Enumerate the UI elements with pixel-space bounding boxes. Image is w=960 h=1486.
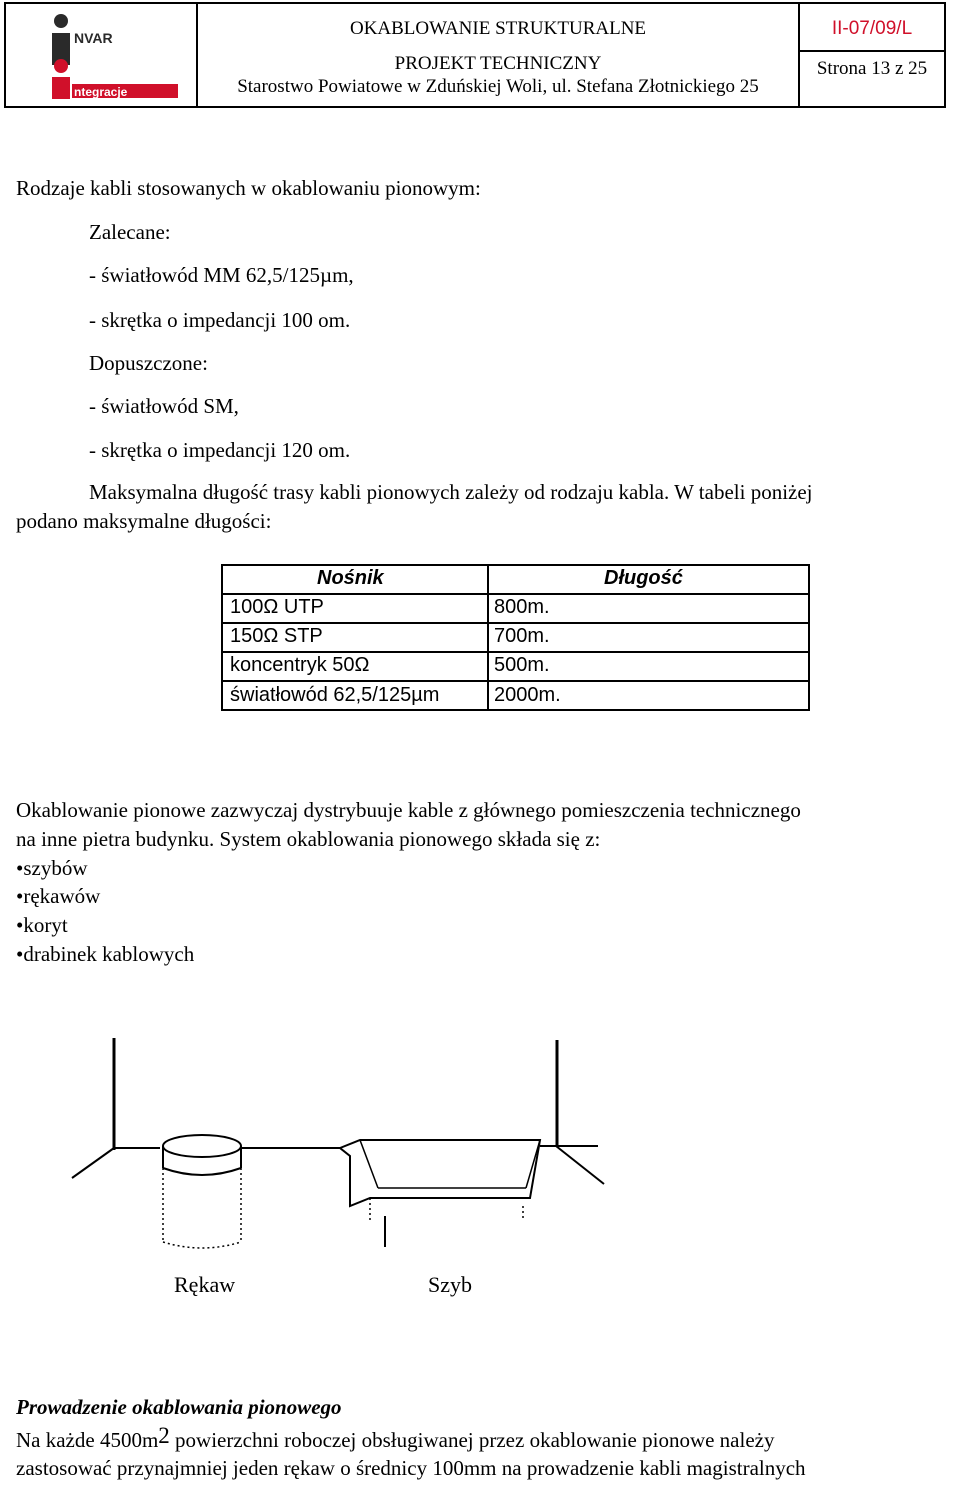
vertical-cabling-para-line2: na inne pietra budynku. System okablowania pionowego składa się z: xyxy=(16,827,601,851)
table-cell-length: 700m. xyxy=(494,625,550,647)
header-title-line2: PROJEKT TECHNICZNY xyxy=(394,53,602,74)
max-length-line1: Maksymalna długość trasy kabli pionowych zależy od rodzaju kabla. W tabeli poniżej xyxy=(89,480,813,504)
allowed-item-2: - skrętka o impedancji 120 om. xyxy=(89,438,351,462)
sleeve-label: Rękaw xyxy=(174,1272,236,1297)
table-header-length: Długość xyxy=(604,567,683,589)
page-header xyxy=(4,2,946,108)
recommended-item-2: - skrętka o impedancji 100 om. xyxy=(89,308,351,332)
component-list-item: •koryt xyxy=(16,913,68,937)
table-cell-medium: 100Ω UTP xyxy=(230,596,324,618)
superscript-2: 2 xyxy=(158,1423,170,1448)
final-paragraph-line2: zastosować przynajmniej jeden rękaw o średnicy 100mm na prowadzenie kabli magistralnych xyxy=(16,1456,806,1480)
table-row-divider xyxy=(223,622,808,624)
final-line1-part-b: powierzchni roboczej obsługiwanej przez okablowanie pionowe należy xyxy=(169,1428,775,1452)
table-row-divider xyxy=(223,651,808,653)
section-heading: Prowadzenie okablowania pionowego xyxy=(16,1395,342,1419)
table-cell-medium: światłowód 62,5/125µm xyxy=(230,684,440,706)
table-cell-length: 2000m. xyxy=(494,684,561,706)
floor-line xyxy=(556,1146,604,1184)
table-column-divider xyxy=(487,566,489,709)
component-list-item: •drabinek kablowych xyxy=(16,942,195,966)
component-list-item: •rękawów xyxy=(16,884,101,908)
header-meta-cell xyxy=(800,4,944,106)
logo-brand-bottom: ntegracje xyxy=(74,85,128,99)
allowed-label: Dopuszczone: xyxy=(89,351,208,375)
final-paragraph-line1 xyxy=(16,1423,775,1453)
invar-integracje-logo xyxy=(6,4,196,106)
shaft-opening xyxy=(340,1140,540,1220)
table-header-medium: Nośnik xyxy=(317,567,384,589)
recommended-item-1: - światłowód MM 62,5/125µm, xyxy=(89,263,354,287)
component-list-item: •szybów xyxy=(16,856,88,880)
table-cell-medium: 150Ω STP xyxy=(230,625,323,647)
table-row-divider xyxy=(223,680,808,682)
header-address: Starostwo Powiatowe w Zduńskiej Woli, ul. Stefana Złotnickiego 25 xyxy=(237,76,759,97)
document-code: II-07/09/L xyxy=(831,18,913,39)
cable-length-table xyxy=(221,564,810,711)
vertical-cabling-para-line1: Okablowanie pionowe zazwyczaj dystrybuuje kable z głównego pomieszczenia technicznego xyxy=(16,798,801,822)
sleeve-cylinder xyxy=(163,1135,241,1248)
header-divider xyxy=(800,50,944,52)
final-line1-part-a: Na każde 4500m xyxy=(16,1428,159,1452)
header-title-line1: OKABLOWANIE STRUKTURALNE xyxy=(349,18,647,39)
table-cell-length: 800m. xyxy=(494,596,550,618)
table-row-divider xyxy=(223,593,808,595)
logo-brand-top: NVAR xyxy=(74,30,113,46)
recommended-label: Zalecane: xyxy=(89,220,171,244)
page-number: Strona 13 z 25 xyxy=(816,58,928,79)
table-cell-length: 500m. xyxy=(494,654,550,676)
table-cell-medium: koncentryk 50Ω xyxy=(230,654,370,676)
max-length-line2: podano maksymalne długości: xyxy=(16,509,272,533)
header-title-cell xyxy=(198,4,800,106)
sleeve-shaft-diagram xyxy=(0,1030,960,1290)
floor-line xyxy=(72,1148,114,1178)
allowed-item-1: - światłowód SM, xyxy=(89,394,239,418)
intro-text: Rodzaje kabli stosowanych w okablowaniu pionowym: xyxy=(16,176,481,200)
logo-cell xyxy=(6,4,198,106)
shaft-label: Szyb xyxy=(428,1272,472,1297)
